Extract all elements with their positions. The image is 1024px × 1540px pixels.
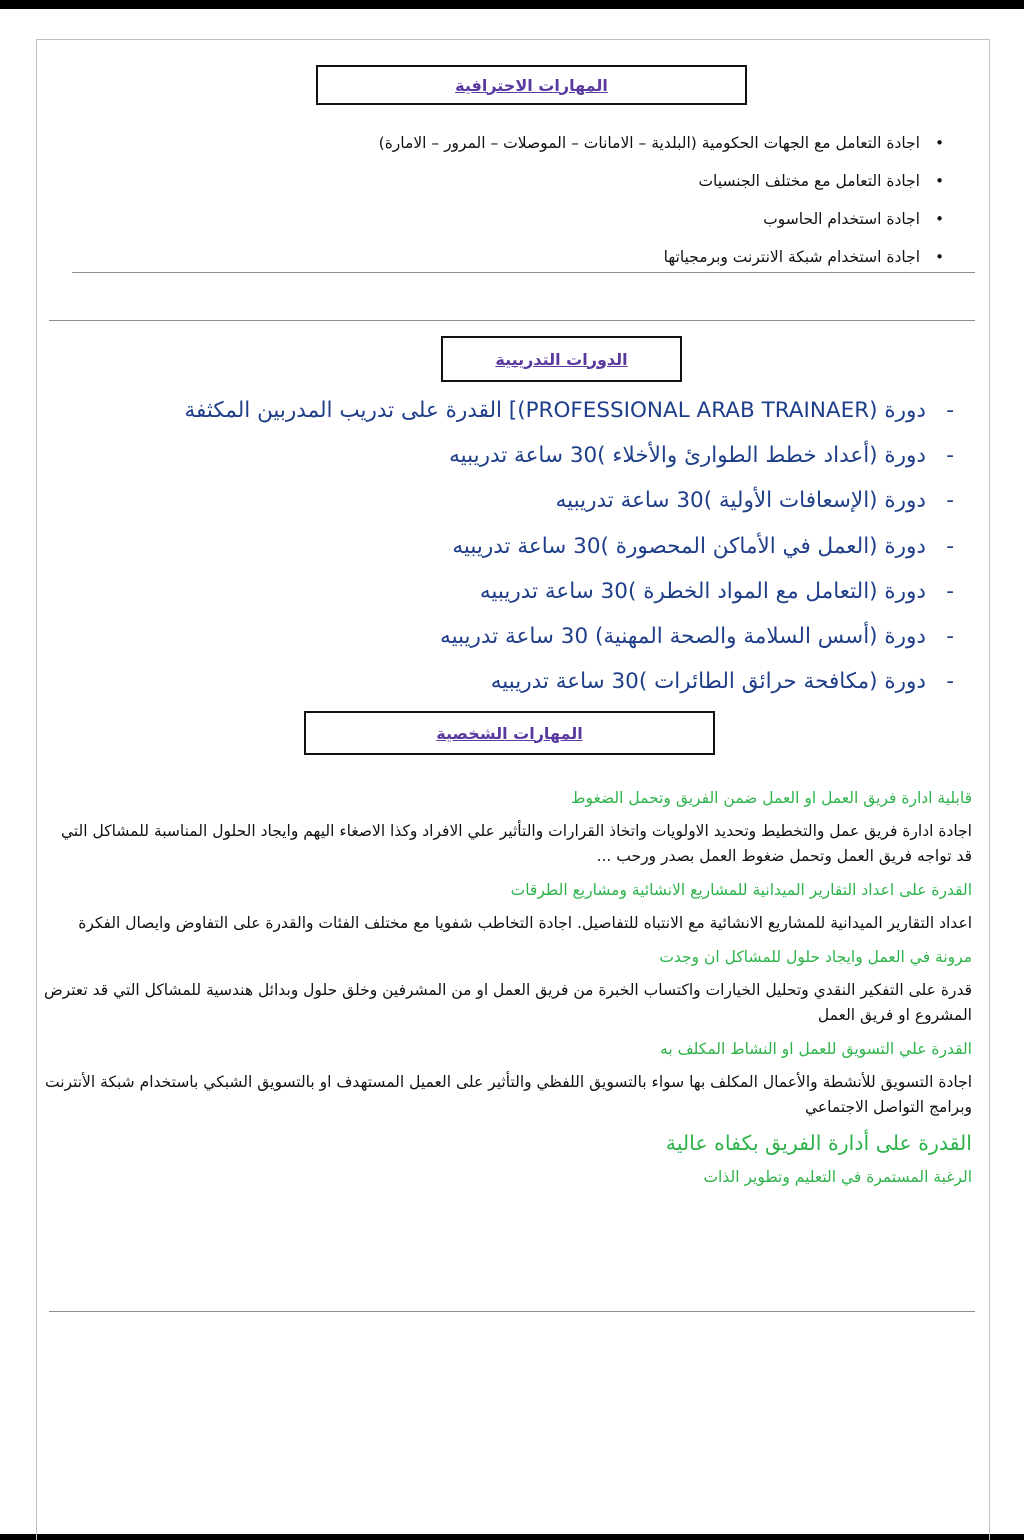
dash-icon: - — [946, 488, 954, 514]
divider — [49, 1311, 975, 1312]
list-item: • اجادة التعامل مع مختلف الجنسيات — [244, 167, 944, 205]
dash-icon: - — [946, 533, 954, 559]
list-item: - دورة (أسس السلامة والصحة المهنية) 30 ساعة تدريبيه — [74, 616, 954, 661]
section-box-training-courses — [441, 336, 682, 382]
dash-icon: - — [946, 443, 954, 469]
bullet-icon: • — [935, 172, 944, 190]
skill-description: قدرة على التفكير النقدي وتحليل الخيارات واكتساب الخبرة من فريق العمل او من المشرفين وخلق حلول وبدائل هندسية للمشاكل التي قد تعترض المشروع او فريق العمل — [43, 981, 972, 1024]
dash-icon: - — [946, 398, 954, 423]
dash-icon: - — [946, 669, 954, 695]
list-item: • اجادة استخدام شبكة الانترنت وبرمجياتها — [244, 243, 944, 281]
bullet-icon: • — [935, 210, 944, 228]
skill-description: اجادة التسويق للأنشطة والأعمال المكلف بها سواء بالتسويق اللفظي والتأثير على العميل المستهدف او بالتسويق الشبكي باستخدام شبكة الأنترنت وبرامج التواصل الاجتماعي — [44, 1073, 972, 1116]
skill-heading-large: القدرة على أدارة الفريق بكفاه عالية — [665, 1131, 972, 1155]
training-courses-list — [74, 390, 954, 706]
list-item: - دورة (التعامل مع المواد الخطرة )30 ساعة تدريبيه — [74, 571, 954, 616]
list-item: • اجادة التعامل مع الجهات الحكومية (البلدية – الامانات – الموصلات – المرور – الامارة) — [244, 129, 944, 167]
bullet-icon: • — [935, 134, 944, 152]
personal-skills-content — [42, 785, 972, 1198]
list-item: - دورة (أعداد خطط الطوارئ والأخلاء )30 ساعة تدريبيه — [74, 435, 954, 480]
list-item: - دورة (PROFESSIONAL ARAB TRAINAER)] القدرة على تدريب المدربين المكثفة — [74, 390, 954, 435]
professional-skills-list — [244, 129, 944, 281]
section-title-professional-skills: المهارات الاحترافية — [455, 75, 608, 95]
skill-heading: قابلية ادارة فريق العمل او العمل ضمن الفريق وتحمل الضغوط — [571, 789, 972, 807]
skill-description: اجادة ادارة فريق عمل والتخطيط وتحديد الاولويات واتخاذ القرارات والتأثير علي الافراد وكذا الاصغاء اليهم وايجاد الحلول المناسبة للمشاكل التي قد تواجه فريق العمل وتحمل ضغوط العمل بصدر ورحب ... — [60, 822, 972, 865]
divider — [49, 320, 975, 321]
dash-icon: - — [946, 578, 954, 604]
document-page — [0, 9, 1024, 1534]
skill-heading: القدرة على اعداد التقارير الميدانية للمشاريع الانشائية ومشاريع الطرقات — [510, 881, 972, 899]
list-item: - دورة (الإسعافات الأولية )30 ساعة تدريبيه — [74, 480, 954, 525]
bullet-icon: • — [935, 248, 944, 266]
list-item: - دورة (مكافحة حرائق الطائرات )30 ساعة تدريبيه — [74, 661, 954, 706]
list-item: - دورة (العمل في الأماكن المحصورة )30 ساعة تدريبيه — [74, 526, 954, 571]
section-box-personal-skills — [304, 711, 715, 755]
dash-icon: - — [946, 623, 954, 649]
skill-heading: القدرة علي التسويق للعمل او النشاط المكلف به — [660, 1040, 972, 1058]
list-item: • اجادة استخدام الحاسوب — [244, 205, 944, 243]
section-box-professional-skills — [316, 65, 747, 105]
section-title-personal-skills: المهارات الشخصية — [436, 723, 583, 743]
skill-heading: الرغبة المستمرة في التعليم وتطوير الذات — [703, 1168, 972, 1186]
skill-heading: مرونة في العمل وايجاد حلول للمشاكل ان وجدت — [659, 948, 972, 966]
section-title-training-courses: الدورات التدريبية — [495, 349, 628, 369]
divider — [72, 272, 975, 273]
skill-description: اعداد التقارير الميدانية للمشاريع الانشائية مع الانتباه للتفاصيل. اجادة التخاطب شفويا مع مختلف الفئات والقدرة على التفاوض وايصال الفكرة — [78, 914, 972, 932]
